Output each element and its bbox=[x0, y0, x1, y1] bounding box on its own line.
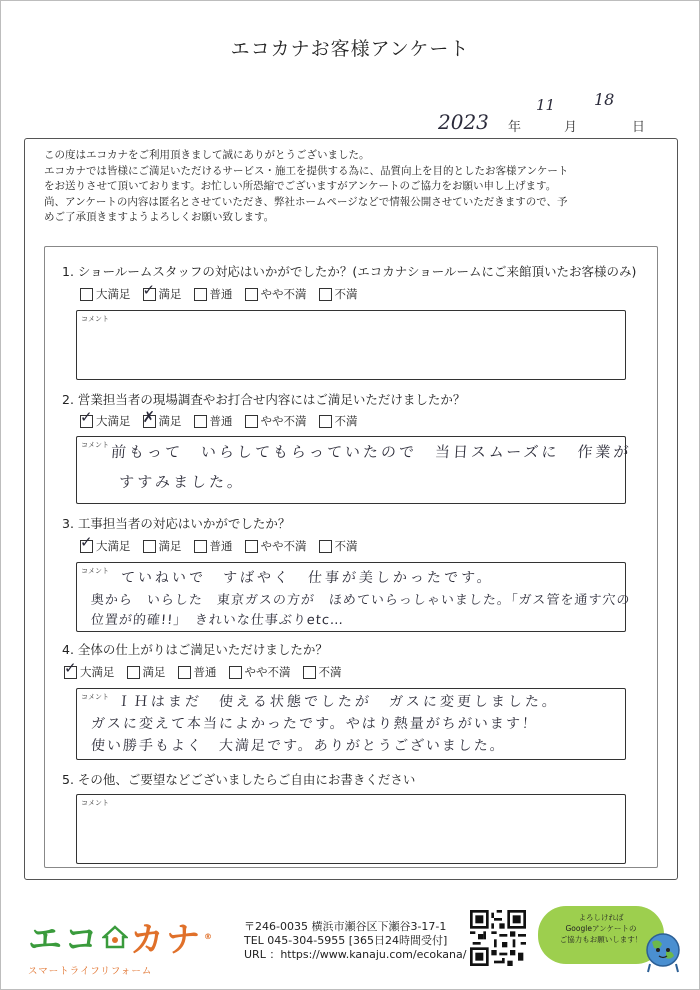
logo-subtitle: スマートライフリフォーム bbox=[28, 966, 153, 977]
option-fuman[interactable]: 不満 bbox=[319, 286, 358, 302]
comment-label: コメント bbox=[81, 315, 109, 323]
date-line bbox=[438, 90, 678, 136]
comment-label: コメント bbox=[81, 799, 109, 807]
checkbox-checked[interactable] bbox=[64, 658, 77, 679]
company-contact bbox=[244, 920, 466, 962]
option-manzoku[interactable]: ✓ 満足 bbox=[142, 280, 182, 301]
option-manzoku[interactable]: 満足 bbox=[127, 664, 166, 680]
checkbox[interactable] bbox=[245, 540, 258, 553]
handwritten-comment-line: 位置が的確!!」 きれいな仕事ぶりetc… bbox=[90, 613, 345, 628]
option-dai-manzoku[interactable]: 大満足 bbox=[80, 286, 131, 302]
comment-label: コメント bbox=[81, 693, 109, 701]
option-yaya-fuman[interactable]: やや不満 bbox=[245, 538, 307, 554]
date-month-label: 月 bbox=[564, 120, 578, 135]
intro-line: 尚、アンケートの内容は匿名とさせていただき、弊社ホームページなどで情報公開させていただきますので、予 bbox=[44, 195, 568, 208]
check-mark-icon: ✓ bbox=[80, 407, 93, 426]
website-url[interactable]: URL ：https://www.kanaju.com/ecokana/ bbox=[244, 948, 467, 961]
option-yaya-fuman[interactable]: やや不満 bbox=[245, 413, 307, 429]
option-fuman[interactable]: 不満 bbox=[319, 538, 358, 554]
question-5: 5. その他、ご要望などございましたらご自由にお書きください bbox=[62, 772, 416, 787]
option-dai-manzoku[interactable]: ✓ 大満足 bbox=[80, 532, 131, 553]
check-mark-icon: ✓ bbox=[142, 280, 156, 299]
phone: TEL 045-304-5955 [365日24時間受付] bbox=[244, 934, 448, 947]
checkbox-checked[interactable] bbox=[80, 407, 93, 428]
option-futsu[interactable]: 普通 bbox=[178, 664, 217, 680]
option-manzoku[interactable]: 満足 bbox=[143, 538, 182, 554]
comment-box-q3[interactable] bbox=[76, 562, 631, 632]
date-day-label: 日 bbox=[632, 120, 646, 135]
checkbox[interactable] bbox=[127, 666, 140, 679]
option-futsu[interactable]: 普通 bbox=[194, 413, 233, 429]
options-q2 bbox=[80, 407, 370, 429]
option-futsu[interactable]: 普通 bbox=[194, 538, 233, 554]
checkbox[interactable] bbox=[194, 415, 207, 428]
checkbox[interactable] bbox=[143, 540, 156, 553]
option-fuman[interactable]: 不満 bbox=[319, 413, 358, 429]
house-icon bbox=[102, 924, 128, 950]
option-futsu[interactable]: 普通 bbox=[194, 286, 233, 302]
question-4: 4. 全体の仕上がりはご満足いただけましたか？ bbox=[62, 642, 328, 657]
handwritten-comment-line: 使い勝手もよく 大満足です。ありがとうございました。 bbox=[90, 738, 507, 754]
logo-text: エコ bbox=[28, 920, 100, 960]
option-dai-manzoku[interactable]: ✓ 大満足 bbox=[80, 407, 131, 428]
earth-mascot-icon bbox=[640, 928, 686, 976]
comment-box-q4[interactable] bbox=[76, 688, 626, 760]
ecokana-logo bbox=[28, 912, 214, 977]
option-fuman[interactable]: 不満 bbox=[303, 664, 342, 680]
question-1: 1. ショールームスタッフの対応はいかがでしたか？(エコカナショールームにご来館頂いたお客様のみ) bbox=[62, 264, 637, 279]
intro-text bbox=[44, 148, 664, 226]
options-q3 bbox=[80, 532, 370, 554]
date-year-label: 年 bbox=[508, 120, 522, 135]
comment-box-q5[interactable] bbox=[76, 794, 626, 864]
option-dai-manzoku[interactable]: ✓ 大満足 bbox=[64, 658, 115, 679]
check-mark-icon: ✓ bbox=[80, 532, 93, 551]
checkbox[interactable] bbox=[194, 540, 207, 553]
intro-line: この度はエコカナをご利用頂きまして誠にありがとうございました。 bbox=[44, 149, 370, 161]
intro-line: をお送りさせて頂いております。お忙しい所恐縮でございますがアンケートのご協力をお願い申し上げます。 bbox=[44, 180, 557, 192]
option-manzoku[interactable]: ✗ 満足 bbox=[142, 407, 182, 428]
handwritten-comment-line: ていねいで すばやく 仕事が美しかったです。 bbox=[120, 570, 495, 586]
registered-mark-icon: ® bbox=[204, 932, 214, 941]
intro-line: めご了承頂きますようよろしくお願い致します。 bbox=[44, 211, 275, 223]
checkbox[interactable] bbox=[303, 666, 316, 679]
checkbox[interactable] bbox=[319, 288, 332, 301]
option-yaya-fuman[interactable]: やや不満 bbox=[229, 664, 291, 680]
check-mark-icon: ✓ bbox=[64, 658, 77, 677]
handwritten-comment-line: 前もって いらしてもらっていたので 当日スムーズに 作業が bbox=[110, 443, 633, 461]
comment-label: コメント bbox=[81, 441, 109, 449]
comment-label: コメント bbox=[81, 567, 109, 575]
question-2: 2. 営業担当者の現場調査やお打合せ内容にはご満足いただけましたか？ bbox=[62, 392, 466, 407]
date-year: 2023 bbox=[438, 110, 489, 134]
handwritten-comment-line: ＩＨはまだ 使える状態でしたが ガスに変更しました。 bbox=[116, 694, 560, 710]
qr-code-icon[interactable] bbox=[470, 910, 526, 966]
checkbox-crossed-out[interactable] bbox=[142, 407, 156, 428]
checkbox[interactable] bbox=[245, 415, 258, 428]
checkbox[interactable] bbox=[194, 288, 207, 301]
checkbox[interactable] bbox=[178, 666, 191, 679]
checkbox[interactable] bbox=[229, 666, 242, 679]
date-month: 11 bbox=[536, 96, 556, 114]
checkbox[interactable] bbox=[245, 288, 258, 301]
question-3: 3. 工事担当者の対応はいかがでしたか？ bbox=[62, 516, 291, 531]
check-scribble-icon: ✗ bbox=[142, 407, 156, 426]
handwritten-comment-line: ガスに変えて本当によかったです。やはり熱量がちがいます！ bbox=[90, 716, 539, 732]
checkbox-checked[interactable] bbox=[80, 532, 93, 553]
handwritten-comment-line: 奥から いらした 東京ガスの方が ほめていらっしゃいました。「ガス管を通す穴の bbox=[90, 593, 631, 608]
date-day: 18 bbox=[594, 90, 615, 109]
checkbox-checked[interactable] bbox=[142, 280, 156, 301]
options-q1 bbox=[80, 280, 370, 302]
comment-box-q1[interactable] bbox=[76, 310, 626, 380]
handwritten-comment-line: すすみました。 bbox=[118, 473, 246, 491]
checkbox[interactable] bbox=[319, 415, 332, 428]
checkbox[interactable] bbox=[319, 540, 332, 553]
comment-box-q2[interactable] bbox=[76, 436, 633, 504]
logo-text-kana: カナ bbox=[130, 920, 202, 960]
options-q4 bbox=[64, 658, 354, 680]
option-yaya-fuman[interactable]: やや不満 bbox=[245, 286, 307, 302]
checkbox[interactable] bbox=[80, 288, 93, 301]
intro-line: エコカナでは皆様にご満足いただけるサービス・施工を提供する為に、品質向上を目的としたお客様アンケート bbox=[44, 164, 569, 177]
google-survey-bubble: よろしければ Googleアンケートの ご協力もお願いします！ bbox=[538, 906, 664, 964]
page-title: エコカナお客様アンケート bbox=[230, 38, 470, 60]
address: 〒246-0035 横浜市瀬谷区下瀬谷3-17-1 bbox=[244, 920, 447, 933]
